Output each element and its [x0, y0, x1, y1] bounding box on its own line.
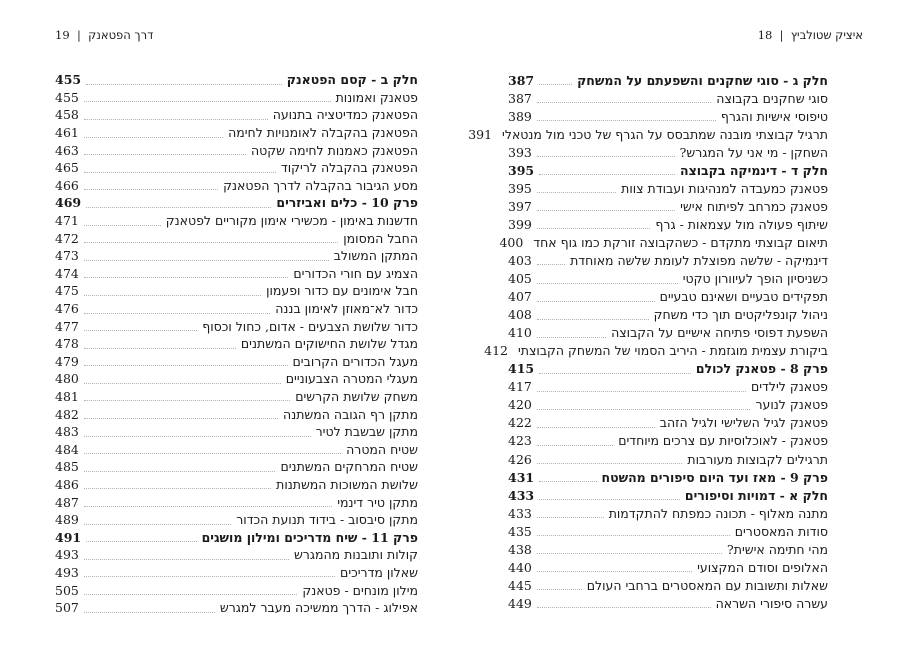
toc-entry-title: קולות ותובנות מהמגרש: [293, 547, 418, 563]
toc-entry-title: חלק א - דמויות וסיפורים: [684, 487, 828, 503]
toc-dot-leader: [537, 310, 649, 320]
toc-entry-page-number: 395: [508, 162, 535, 178]
toc-entry-page-number: 474: [55, 265, 79, 281]
toc-entry-title: משחק שלושת הקרשים: [295, 388, 418, 404]
toc-entry-page-number: 440: [508, 559, 532, 575]
toc-entry-title: אפילוג - הדרך ממשיכה מעבר למגרש: [219, 600, 418, 616]
toc-entry-title: הצמיג עם חורי הכדורים: [293, 265, 418, 281]
toc-dot-leader: [537, 436, 613, 446]
toc-entry: [55, 265, 418, 283]
toc-entry: [508, 71, 828, 89]
toc-dot-leader: [84, 444, 341, 454]
toc-entry-page-number: 431: [508, 469, 535, 485]
toc-dot-leader: [84, 233, 338, 243]
toc-entry-page-number: 469: [55, 195, 82, 211]
toc-entry-title: פטאנק לנוער: [755, 397, 828, 413]
toc-entry-title: פרק 11 - שיח מדריכים ומילון מושגים: [201, 529, 418, 545]
toc-entry-page-number: 400: [499, 234, 524, 250]
toc-entry-page-number: 455: [55, 89, 79, 105]
toc-entry-title: פטאנק ואמונות: [335, 89, 418, 105]
toc-entry-title: מסע הגיבור בהקבלה לדרך הפטאנק: [223, 177, 418, 193]
toc-entry-title: שטיח המטרה: [346, 441, 418, 457]
toc-entry-page-number: 395: [508, 180, 532, 196]
toc-entry: [55, 141, 418, 159]
toc-entry: [55, 423, 418, 441]
toc-dot-leader: [537, 598, 711, 608]
toc-entry: [55, 528, 418, 546]
toc-dot-leader: [537, 183, 616, 193]
toc-dot-leader: [539, 472, 596, 482]
toc-entry-title: חלק ג - סוגי שחקנים והשפעתם על המשחק: [577, 72, 828, 88]
toc-dot-leader: [537, 418, 655, 428]
toc-entry-page-number: 420: [508, 397, 532, 413]
toc-entry-page-number: 433: [508, 505, 532, 521]
toc-entry: [55, 194, 418, 212]
toc-entry: [508, 270, 828, 288]
toc-entry-page-number: 479: [55, 353, 79, 369]
toc-dot-leader: [537, 255, 565, 265]
toc-entry-title: פטאנק כמעבדה למנהיגות ועבודת צוות: [621, 180, 828, 196]
toc-dot-leader: [537, 111, 716, 121]
toc-entry-page-number: 473: [55, 248, 79, 264]
toc-entry: [55, 159, 418, 177]
toc-entry-page-number: 410: [508, 325, 532, 341]
toc-entry-title: שטיח המרחקים המשתנים: [280, 459, 418, 475]
toc-entry-page-number: 422: [508, 415, 532, 431]
toc-entry: [55, 71, 418, 89]
toc-entry-title: פטאנק - לאוכלוסיות עם צרכים מיוחדים: [618, 433, 828, 449]
toc-dot-leader: [539, 75, 572, 85]
toc-entry-page-number: 478: [55, 336, 79, 352]
toc-entry: [508, 324, 828, 342]
toc-entry-title: תפקידים טבעיים ושאינם טבעיים: [659, 289, 828, 305]
toc-entry-title: חדשנות באימון - מכשירי אימון מקוריים לפטאנק: [165, 213, 418, 229]
running-header-left: [55, 28, 153, 42]
toc-dot-leader: [84, 110, 268, 120]
toc-dot-leader: [537, 147, 675, 157]
header-separator: |: [69, 28, 89, 42]
toc-dot-leader: [537, 292, 655, 302]
toc-entry-page-number: 481: [55, 388, 79, 404]
toc-entry: [55, 599, 418, 617]
toc-entry-title: האלופים וסודם המקצועי: [697, 559, 828, 575]
toc-entry: [55, 458, 418, 476]
toc-entry-page-number: 505: [55, 582, 79, 598]
toc-entry-title: ניהול קונפליקטים תוך כדי משחק: [653, 307, 828, 323]
toc-dot-leader: [84, 497, 332, 507]
toc-entry: [55, 511, 418, 529]
toc-entry: [508, 143, 828, 161]
toc-entry: [55, 229, 418, 247]
toc-entry: [508, 486, 828, 504]
toc-entry-page-number: 463: [55, 142, 79, 158]
toc-entry-title: מתקן שבשבת לטיר: [315, 424, 418, 440]
header-book-title: דרך הפטאנק: [88, 28, 154, 42]
toc-entry: [508, 558, 828, 576]
toc-entry: [55, 317, 418, 335]
toc-dot-leader: [84, 92, 331, 102]
toc-entry-page-number: 458: [55, 107, 79, 123]
toc-dot-leader: [84, 339, 236, 349]
toc-entry-page-number: 408: [508, 307, 532, 323]
toc-entry-page-number: 423: [508, 433, 532, 449]
running-header-right: [758, 28, 863, 42]
toc-entry-title: חבל אימונים עם כדור ופעמון: [266, 283, 418, 299]
toc-entry: [508, 215, 828, 233]
toc-entry: [508, 414, 828, 432]
toc-entry-title: פטאנק לילדים: [750, 379, 828, 395]
toc-entry-title: שלושת המשוכות המשתנות: [276, 476, 418, 492]
toc-entry-title: דינמיקה - שלשה מפוצלת לעומת שלשה מאוחדת: [570, 252, 828, 268]
toc-entry-page-number: 426: [508, 451, 532, 467]
toc-entry-page-number: 477: [55, 318, 79, 334]
toc-entry-page-number: 487: [55, 494, 79, 510]
toc-entry-title: חלק ד - דינמיקה בקבוצה: [680, 162, 828, 178]
toc-entry-page-number: 493: [55, 564, 79, 580]
toc-entry-page-number: 480: [55, 371, 79, 387]
toc-entry-page-number: 466: [55, 177, 79, 193]
toc-entry: [508, 432, 828, 450]
toc-entry-page-number: 484: [55, 441, 79, 457]
toc-entry-title: מעגלי המטרה הצבעוניים: [285, 371, 418, 387]
toc-entry-title: טיפוסי אישיות והגרף: [720, 108, 828, 124]
toc-entry-page-number: 483: [55, 424, 79, 440]
toc-entry-page-number: 387: [508, 90, 532, 106]
toc-entry: [508, 396, 828, 414]
toc-entry-title: מתנה מאלוף - תכונה כמפתח להתקדמות: [608, 505, 828, 521]
toc-entry-title: פרק 9 - מאז ועד היום סיפורים מהשטח: [601, 469, 828, 485]
toc-dot-leader: [537, 508, 604, 518]
toc-entry-page-number: 472: [55, 230, 79, 246]
toc-entry: [55, 335, 418, 353]
toc-entry-page-number: 405: [508, 271, 532, 287]
toc-dot-leader: [84, 479, 271, 489]
toc-entry: [508, 540, 828, 558]
toc-entry: [508, 576, 828, 594]
toc-entry-page-number: 403: [508, 252, 532, 268]
toc-entry-title: חלק ב - קסם הפטאנק: [286, 72, 418, 88]
toc-entry-title: כדור לא־מאוזן לאימון בננה: [275, 301, 418, 317]
toc-entry-page-number: 471: [55, 213, 79, 229]
toc-entry-title: מילון מונחים - פטאנק: [302, 582, 418, 598]
toc-entry-title: פטאנק לגיל השלישי ולגיל הזהב: [659, 415, 828, 431]
toc-entry-page-number: 475: [55, 283, 79, 299]
toc-dot-leader: [86, 198, 271, 208]
header-author-name: איציק שטולביץ: [790, 28, 863, 42]
toc-entry-page-number: 507: [55, 600, 79, 616]
toc-dot-leader: [537, 562, 692, 572]
toc-dot-leader: [84, 251, 329, 261]
toc-dot-leader: [537, 219, 651, 229]
toc-entry-page-number: 445: [508, 577, 532, 593]
toc-entry: [55, 177, 418, 195]
toc-dot-leader: [84, 321, 197, 331]
toc-entry: [55, 388, 418, 406]
toc-entry-page-number: 455: [55, 72, 82, 88]
toc-dot-leader: [84, 216, 161, 226]
toc-dot-leader: [537, 580, 582, 590]
toc-entry-page-number: 493: [55, 547, 79, 563]
toc-entry-page-number: 461: [55, 125, 79, 141]
toc-dot-leader: [537, 382, 746, 392]
toc-dot-leader: [84, 391, 290, 401]
toc-dot-leader: [84, 163, 276, 173]
toc-entry-page-number: 407: [508, 289, 532, 305]
toc-dot-leader: [84, 603, 215, 613]
toc-entry: [55, 476, 418, 494]
toc-entry-title: פרק 10 - כלים ואביזרים: [276, 195, 418, 211]
toc-dot-leader: [84, 128, 223, 138]
toc-entry: [508, 450, 828, 468]
toc-entry: [55, 546, 418, 564]
toc-entry-page-number: 412: [484, 343, 508, 359]
toc-entry: [508, 179, 828, 197]
toc-dot-leader: [84, 567, 335, 577]
toc-entry-page-number: 482: [55, 406, 79, 422]
toc-entry-page-number: 387: [508, 72, 535, 88]
toc-entry-title: השפעת דפוסי פתיחה אישיים על הקבוצה: [611, 325, 828, 341]
toc-entry-page-number: 393: [508, 144, 532, 160]
toc-entry-title: הפטאנק כמדיטציה בתנועה: [272, 107, 418, 123]
toc-entry: [508, 107, 828, 125]
toc-entry-page-number: 391: [468, 126, 493, 142]
toc-dot-leader: [537, 201, 675, 211]
toc-entry: [508, 89, 828, 107]
toc-entry: [508, 468, 828, 486]
toc-entry: [55, 581, 418, 599]
toc-dot-leader: [84, 304, 270, 314]
toc-entry: [55, 493, 418, 511]
header-page-number: 18: [757, 28, 773, 42]
toc-entry-title: מתקן סיבסוב - בידוד תנועת הכדור: [236, 512, 418, 528]
toc-entry: [55, 370, 418, 388]
toc-dot-leader: [84, 515, 231, 525]
toc-entry-page-number: 489: [55, 512, 79, 528]
toc-dot-leader: [84, 268, 289, 278]
toc-entry: [55, 405, 418, 423]
toc-dot-leader: [537, 93, 711, 103]
toc-dot-leader: [84, 145, 246, 155]
toc-dot-leader: [84, 374, 281, 384]
toc-entry-title: הפטאנק בהקבלה לריקוד: [280, 160, 418, 176]
toc-dot-leader: [84, 409, 278, 419]
toc-entry-title: מהי חתימה אישית?: [727, 541, 828, 557]
toc-entry: [508, 161, 828, 179]
toc-entry-page-number: 449: [508, 595, 532, 611]
toc-entry-title: כדור שלושת הצבעים - אדום, כחול וכסוף: [202, 318, 418, 334]
toc-entry-title: שאלון מדריכים: [340, 564, 418, 580]
toc-entry-title: המתקן המשולב: [333, 248, 418, 264]
toc-entry-title: השחקן - מי אני על המגרש?: [679, 144, 828, 160]
toc-entry: [508, 504, 828, 522]
toc-dot-leader: [539, 490, 680, 500]
toc-entry: [55, 212, 418, 230]
toc-entry-page-number: 476: [55, 301, 79, 317]
toc-dot-leader: [84, 462, 276, 472]
toc-entry-page-number: 438: [508, 541, 532, 557]
toc-entry-title: כשניסיון הופך לעיוורון טקטי: [682, 271, 828, 287]
toc-entry-title: תיאום קבוצתי מתקדם - כשהקבוצה זורקת כמו גוף אחד: [533, 234, 828, 250]
toc-entry: [55, 353, 418, 371]
toc-dot-leader: [84, 180, 218, 190]
toc-entry-title: הפטאנק בהקבלה לאומנויות לחימה: [228, 125, 418, 141]
toc-dot-leader: [537, 328, 606, 338]
toc-entry-title: מתקן טיר דינמי: [337, 494, 418, 510]
toc-entry-title: עשרה סיפורי השראה: [715, 595, 828, 611]
toc-entry: [508, 378, 828, 396]
toc-entry: [55, 247, 418, 265]
toc-entry: [508, 251, 828, 269]
toc-entry-title: תרגילים לקבוצות מעורבות: [687, 451, 828, 467]
toc-column-left: [55, 71, 418, 616]
toc-entry: [55, 282, 418, 300]
toc-entry-page-number: 399: [508, 216, 532, 232]
toc-entry: [55, 564, 418, 582]
toc-entry: [508, 197, 828, 215]
toc-dot-leader: [84, 585, 297, 595]
toc-entry-title: ביקורת עצמית מוגזמת - היריב הסמוי של המשחק הקבוצתי: [517, 343, 828, 359]
toc-entry: [508, 360, 828, 378]
toc-entry: [508, 522, 828, 540]
toc-entry-title: סודות המאסטרים: [734, 523, 828, 539]
toc-entry: [55, 440, 418, 458]
toc-dot-leader: [86, 75, 282, 85]
toc-entry: [55, 106, 418, 124]
toc-entry: [55, 124, 418, 142]
toc-entry: [484, 342, 828, 360]
toc-entry-page-number: 485: [55, 459, 79, 475]
toc-entry-page-number: 415: [508, 361, 535, 377]
toc-entry: [55, 300, 418, 318]
toc-entry-title: מתקן רף הגובה המשתנה: [283, 406, 418, 422]
toc-entry-title: שאלות ותשובות עם המאסטרים ברחבי העולם: [586, 577, 828, 593]
toc-entry: [499, 233, 828, 251]
toc-entry-page-number: 397: [508, 198, 532, 214]
toc-dot-leader: [539, 364, 691, 374]
toc-entry: [508, 306, 828, 324]
toc-entry: [508, 594, 828, 612]
toc-dot-leader: [537, 544, 722, 554]
toc-entry-page-number: 486: [55, 476, 79, 492]
toc-dot-leader: [84, 356, 288, 366]
toc-entry-title: מגדל שלושת החישוקים המשתנים: [240, 336, 418, 352]
toc-entry-title: הפטאנק כאמנות לחימה שקטה: [250, 142, 418, 158]
toc-entry-page-number: 433: [508, 487, 535, 503]
toc-entry-page-number: 417: [508, 379, 532, 395]
toc-entry-title: החבל המסומן: [343, 230, 418, 246]
toc-entry-page-number: 491: [55, 529, 82, 545]
toc-dot-leader: [86, 532, 196, 542]
toc-entry-page-number: 435: [508, 523, 532, 539]
toc-dot-leader: [537, 400, 751, 410]
toc-dot-leader: [539, 165, 675, 175]
toc-dot-leader: [84, 550, 289, 560]
toc-entry-title: פטאנק כמרחב לפיתוח אישי: [680, 198, 828, 214]
toc-entry-page-number: 465: [55, 160, 79, 176]
toc-entry-title: מעגל הכדורים הקרובים: [292, 353, 418, 369]
toc-entry-title: תרגיל קבוצתי מובנה שמתבסס על הגרף של טכני מול מנטאלי: [502, 126, 828, 142]
toc-dot-leader: [84, 427, 311, 437]
toc-entry-title: פרק 8 - פטאנק לכולם: [695, 361, 828, 377]
toc-entry-title: שיתוף פעולה מול עצמאות - גרף: [655, 216, 828, 232]
toc-dot-leader: [537, 454, 683, 464]
header-separator: |: [772, 28, 791, 42]
toc-dot-leader: [537, 274, 678, 284]
toc-entry: [468, 125, 828, 143]
toc-dot-leader: [84, 286, 261, 296]
toc-entry-page-number: 389: [508, 108, 532, 124]
toc-entry: [508, 288, 828, 306]
toc-dot-leader: [537, 526, 730, 536]
header-page-number: 19: [55, 28, 70, 42]
toc-entry-title: סוגי שחקנים בקבוצה: [716, 90, 828, 106]
toc-column-right: [468, 71, 828, 612]
toc-entry: [55, 89, 418, 107]
